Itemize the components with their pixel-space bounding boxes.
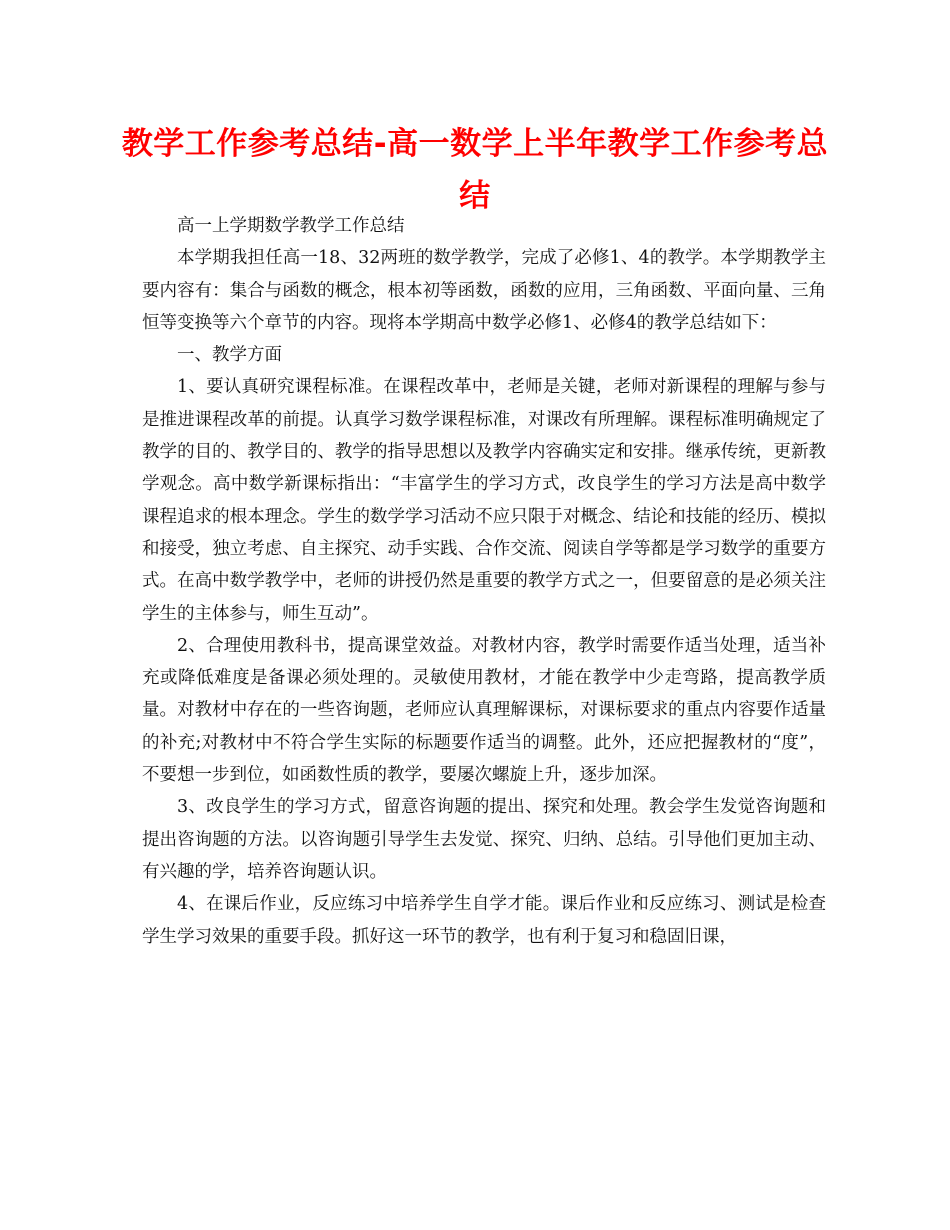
- point-2-paragraph: 2、合理使用教科书，提高课堂效益。对教材内容，教学时需要作适当处理，适当补充或降低难度是备课必须处理的。灵敏使用教材，才能在教学中少走弯路，提高教学质量。对教材中存在的一些咨询题，老师应认真理解课标，对课标要求的重点内容要作适量的补充;对教材中不符合学生实际的标题要作适当的调整。此外，还应把握教材的“度”，不要想一步到位，如函数性质的教学，要屡次螺旋上升，逐步加深。: [142, 635, 826, 786]
- point-1-paragraph: 1、要认真研究课程标准。在课程改革中，老师是关键，老师对新课程的理解与参与是推进课程改革的前提。认真学习数学课程标准，对课改有所理解。课程标准明确规定了教学的目的、教学目的、教学的指导思想以及教学内容确实定和安排。继承传统，更新教学观念。高中数学新课标指出：“丰富学生的学习方式，改良学生的学习方法是高中数学课程追求的根本理念。学生的数学学习活动不应只限于对概念、结论和技能的经历、模拟和接受，独立考虑、自主探究、动手实践、合作交流、阅读自学等都是学习数学的重要方式。在高中数学教学中，老师的讲授仍然是重要的教学方式之一，但要留意的是必须关注学生的主体参与，师生互动”。: [142, 377, 826, 624]
- document-title: 教学工作参考总结-高一数学上半年教学工作参考总结: [121, 126, 829, 214]
- point-3-paragraph: 3、改良学生的学习方式，留意咨询题的提出、探究和处理。教会学生发觉咨询题和提出咨询题的方法。以咨询题引导学生去发觉、探究、归纳、总结。引导他们更加主动、有兴趣的学，培养咨询题认识。: [142, 797, 826, 882]
- section-heading: 一、教学方面: [177, 345, 282, 366]
- subtitle-paragraph: 高一上学期数学教学工作总结: [177, 216, 405, 236]
- document-body: [142, 210, 826, 953]
- point-4-paragraph: 4、在课后作业，反应练习中培养学生自学才能。课后作业和反应练习、测试是检查学生学习效果的重要手段。抓好这一环节的教学，也有利于复习和稳固旧课，: [142, 894, 826, 947]
- intro-paragraph: 本学期我担任高一18、32两班的数学教学，完成了必修1、4的教学。本学期教学主要内容有：集合与函数的概念，根本初等函数，函数的应用，三角函数、平面向量、三角恒等变换等六个章节的内容。现将本学期高中数学必修1、必修4的教学总结如下：: [142, 248, 826, 333]
